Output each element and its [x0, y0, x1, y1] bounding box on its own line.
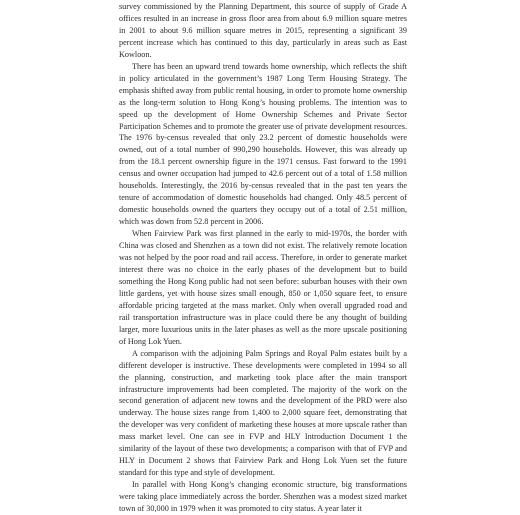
paragraph-grade-a-offices: survey commissioned by the Planning Department, this source of supply of Grade A offices resulted in an increase in gross floor area from about 6.9 million square metres in 2001 to about 9.6 million square metres in 2015, representing a significant 39 percent increase which has continued to this day, particularly in areas such as East Kowloon. — [119, 2, 407, 59]
paragraph-palm-springs-comparison: A comparison with the adjoining Palm Springs and Royal Palm estates built by a different developer is instructive. These developments were completed in 1994 so all the planning, construction, and marketing took place after the main transport infrastructure improvements had been completed. The majority of the work on the second generation of adjacent new towns and the development of the PRD were also underway. The house sizes range from 1,400 to 2,000 square feet, demonstrating that the developer was very confident of marketing these houses at more upscale rather than mass market level. One can see in FVP and HLY Introduction Document 1 the similarity of the layout of these two developments; a comparison with that of FVP and HLY in Document 2 shows that Fairview Park and Hong Lok Yuen set the future standard for this type and style of development. — [119, 348, 407, 478]
paragraph-shenzhen: In parallel with Hong Kong’s changing economic structure, big transformations were taking place immediately across the border. Shenzhen was a modest sized market town of 30,000 in 1979 when it was promoted to city status. A year later it — [119, 480, 407, 514]
paragraph-fairview-park: When Fairview Park was first planned in the early to mid-1970s, the border with China was closed and Shenzhen as a town did not exist. The relatively remote location was not helped by the poor road and rail access. Therefore, in order to generate market interest there was no choice in the early phases of the development but to build something the Hong Kong public had not seen before: suburban houses with their own little gardens, yet with house sizes small enough, 850 or 1,050 square feet, to ensure affordable pricing targeted at the mass market. Only when overall upgraded road and rail transportation infrastructure was in place could there be any thought of building larger, more luxurious units in the later phases as well as the more upscale positioning of Hong Lok Yuen. — [119, 229, 407, 346]
document-page — [119, 1, 407, 515]
paragraph-home-ownership: There has been an upward trend towards home ownership, which reflects the shift in policy articulated in the government’s 1987 Long Term Housing Strategy. The emphasis shifted away from public rental housing, in order to promote home ownership as the long-term solution to Hong Kong’s housing problems. The intention was to speed up the development of Home Ownership Schemes and Private Sector Participation Schemes and to promote the greater use of private development resources. The 1976 by-census revealed that only 23.2 percent of domestic households were owned, out of a total number of 990,290 households. However, this was already up from the 18.1 percent ownership figure in the 1971 census. Fast forward to the 1991 census and owner occupation had jumped to 42.6 percent out of a total of 1.58 million households. Interestingly, the 2016 by-census revealed that in the past ten years the tenure of accommodation of domestic households had changed. Only 48.5 percent of domestic households owned the quarters they occupy out of a total of 2.51 million, which was down from 52.8 percent in 2006. — [119, 61, 407, 227]
